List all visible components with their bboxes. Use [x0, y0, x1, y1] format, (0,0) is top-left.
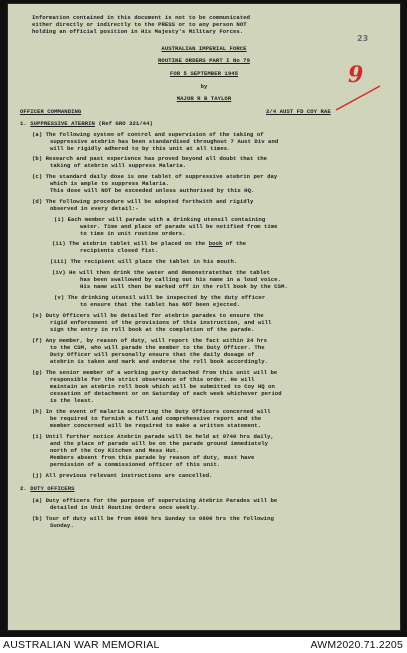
para-f-line-3: Duty Officer will personally ensure that the daily dosage of: [50, 351, 255, 358]
para-g-line-3: maintain an atebrin roll book which will be submitted to Coy HQ on: [50, 383, 275, 390]
para-d-line-1: (d) The following procedure will be adopted forthwith and rigidly: [32, 198, 254, 205]
officer-name: MAJOR R B TAYLOR: [176, 95, 232, 102]
archive-reference: AWM2020.71.2205: [310, 639, 403, 651]
para-f-line-2: to the CSM, who will parade the member to the Duty Officer. The: [50, 344, 265, 351]
para-d-i-line-2: water. Time and place of parade will be notified from time: [80, 223, 278, 230]
officer-role: OFFICER COMMANDING: [20, 108, 82, 115]
para-d-i-line-1: (i) Each member will parade with a drinking utensil containing: [54, 216, 266, 223]
para-f-line-4: atebrin is taken and mark and endorse the roll book accordingly.: [50, 358, 269, 365]
para-i-line-4: Members absent from this parade by reason of duty, must have: [50, 454, 255, 461]
unit-code: 2/4 AUST FD COY RAE: [266, 108, 331, 115]
para-i-line-3: north of the Coy Kitchen and Mess Hut.: [50, 447, 180, 454]
para-e-line-2: rigid enforcement of the provisions of this instruction, and will: [50, 319, 272, 326]
para-c-line-3: This dose will NOT be exceeded unless authorised by this HQ.: [50, 187, 255, 194]
para-g-line-1: (g) The senior member of a working party detached from this unit will be: [32, 369, 278, 376]
unit-title: AUSTRALIAN IMPERIAL FORCE: [161, 45, 247, 52]
para-d-iv-line-3: His name will then be marked off in the roll book by the CSM.: [80, 283, 288, 290]
orders-by: by: [200, 83, 208, 90]
security-note-line-2: either directly or indirectly to the PRESS or to any person NOT: [32, 21, 247, 28]
para-d-iv-line-2: has been swallowed by calling out his name in a loud voice.: [80, 276, 282, 283]
archive-footer: [0, 637, 407, 653]
pencil-mark: 23: [357, 34, 369, 43]
para-f-line-1: (f) Any member, by reason of duty, will report the fact within 24 hrs: [32, 337, 268, 344]
s2-para-a-line-2: detailed in Unit Routine Orders once weekly.: [50, 504, 200, 511]
para-c-line-2: which is ample to suppress Malaria.: [50, 180, 170, 187]
s2-para-b-line-2: Sunday.: [50, 522, 74, 529]
para-d-iv-line-1: (iv) He will then drink the water and demonstratethat the tablet: [52, 269, 271, 276]
orders-date: FOR 5 SEPTEMBER 1945: [169, 70, 239, 77]
para-d-iii: (iii) The recipient will place the tablet in his mouth.: [50, 258, 238, 265]
para-d-ii-line-1: (ii) The atebrin tablet will be placed on the book of the: [52, 240, 247, 247]
security-note-line-1: Information contained in this document is not to be communicated: [32, 14, 251, 21]
para-i-line-1: (i) Until further notice Atebrin parade will be held at 0740 hrs daily,: [32, 433, 274, 440]
para-i-line-5: permission of a commissioned officer of this unit.: [50, 461, 221, 468]
section-1-title: 1. SUPPRESSIVE ATEBRIN (Ref GRO 321/44): [20, 120, 153, 127]
para-a-line-3: will be rigidly adhered to by this unit at all times.: [50, 145, 231, 152]
para-e-line-1: (e) Duty Officers will be detailed for atebrin parades to ensure the: [32, 312, 264, 319]
para-a-line-1: (a) The following system of control and supervision of the taking of: [32, 131, 264, 138]
para-c-line-1: (c) The standard daily dose is one tablet of suppressive atebrin per day: [32, 173, 278, 180]
para-g-line-2: responsible for the strict observance of this order. He will: [50, 376, 255, 383]
para-h-line-3: member concerned will be required to make a written statement.: [50, 422, 262, 429]
para-h-line-2: be required to furnish a full and comprehensive report and the: [50, 415, 262, 422]
red-annotation-number: 9: [348, 62, 364, 88]
para-a-line-2: suppressive atebrin has been standardised throughout 7 Aust Div and: [50, 138, 279, 145]
para-d-v-line-1: (v) The drinking utensil will be inspected by the duty officer: [54, 294, 266, 301]
para-b-line-2: taking of atebrin will suppress Malaria.: [50, 162, 187, 169]
para-h-line-1: (h) In the event of malaria occurring the Duty Officers concerned will: [32, 408, 271, 415]
para-j: (j) All previous relevant instructions are cancelled.: [32, 472, 213, 479]
para-d-i-line-3: to time in unit routine orders.: [80, 230, 186, 237]
para-g-line-4: cessation of detachment or on Saturday of each week whichever period: [50, 390, 282, 397]
s2-para-a-line-1: (a) Duty officers for the purpose of supervising Atebrin Parades will be: [32, 497, 278, 504]
para-d-ii-line-2: recipients closed fist.: [80, 247, 159, 254]
archive-name: AUSTRALIAN WAR MEMORIAL: [3, 639, 160, 651]
para-b-line-1: (b) Research and past experience has proved beyond all doubt that the: [32, 155, 268, 162]
para-e-line-3: sign the entry in roll book at the completion of the parade.: [50, 326, 255, 333]
document-page: [8, 4, 400, 630]
s2-para-b-line-1: (b) Tour of duty will be from 0600 hrs Sunday to 0600 hrs the following: [32, 515, 274, 522]
orders-title: ROUTINE ORDERS PART I No 79: [158, 57, 250, 64]
section-2-title: 2. DUTY OFFICERS: [20, 485, 75, 492]
para-d-v-line-2: to ensure that the tablet has NOT been ejected.: [80, 301, 241, 308]
security-note-line-3: holding an official position in His Majesty's Military Forces.: [32, 28, 244, 35]
para-d-line-2: observed in every detail:-: [50, 205, 139, 212]
para-g-line-5: is the least.: [50, 397, 95, 404]
para-i-line-2: and the place of parade will be on the parade ground immediately: [50, 440, 269, 447]
